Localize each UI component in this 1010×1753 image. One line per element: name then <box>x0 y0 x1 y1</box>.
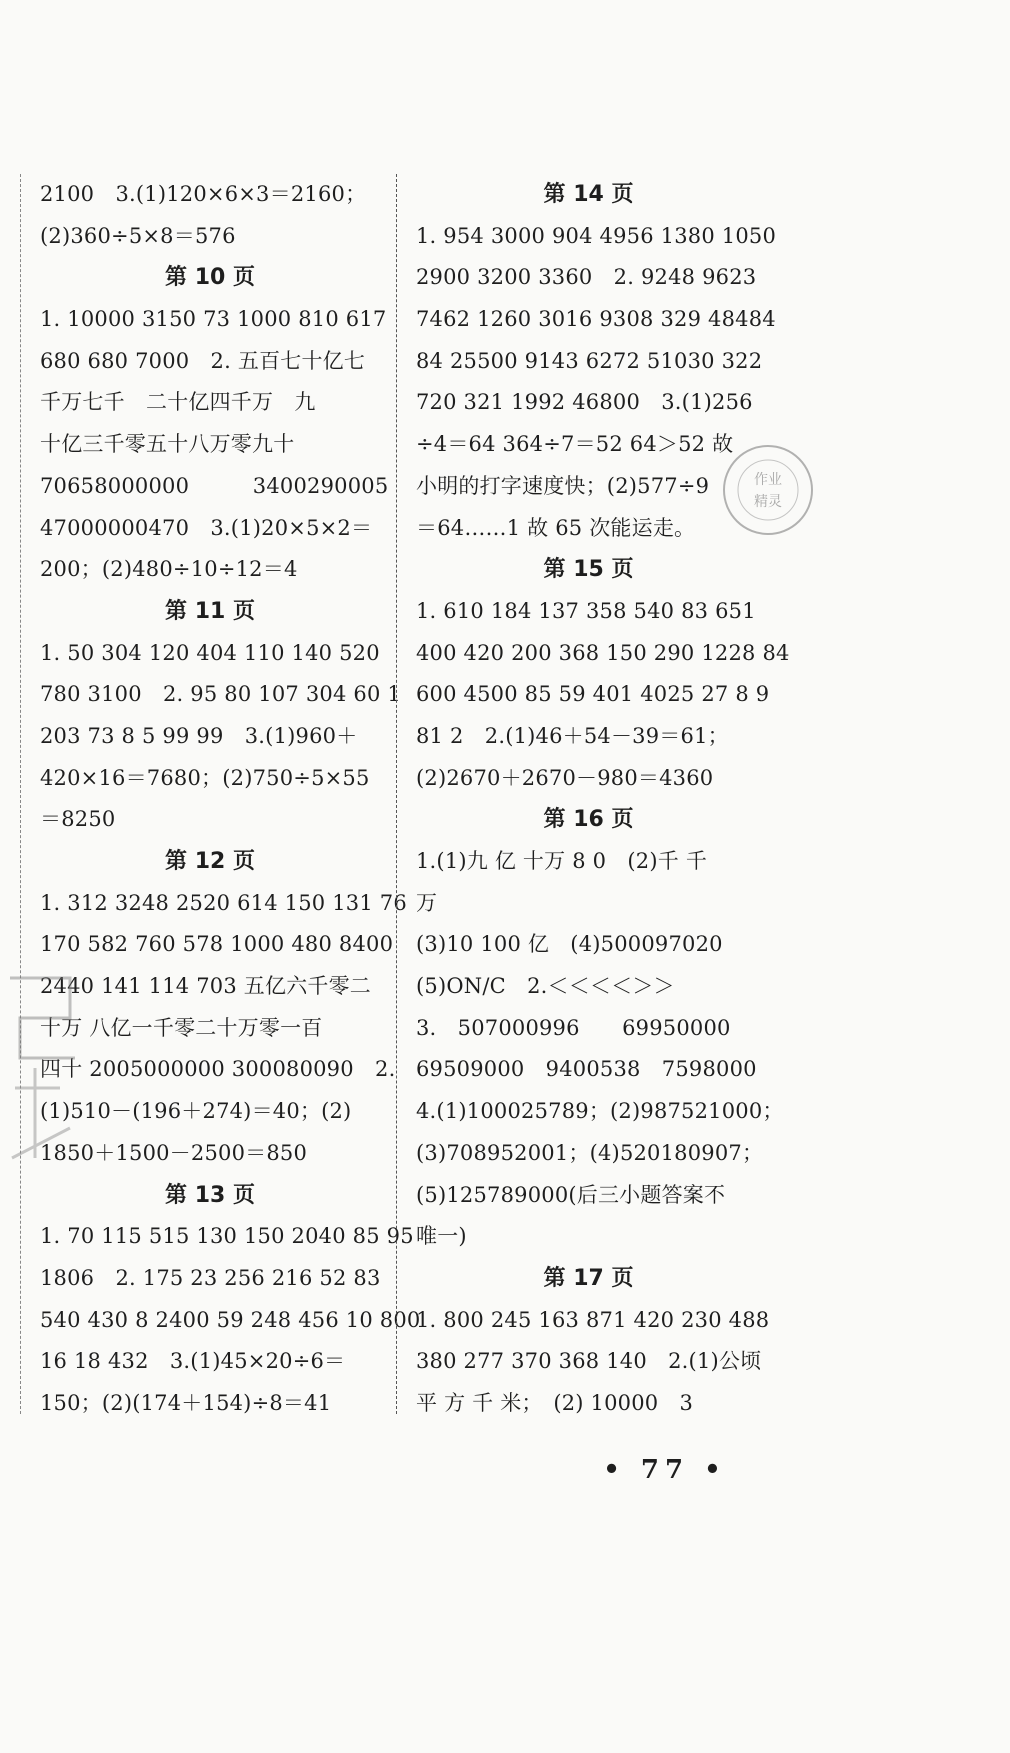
left-column <box>40 174 421 1425</box>
answer-line: 十万 八亿一千零二十万零一百 <box>40 1015 323 1040</box>
answer-line: (1)510－(196＋274)＝40；(2) <box>40 1099 352 1124</box>
answer-line: (5)125789000(后三小题答案不 <box>416 1182 726 1207</box>
answer-line: 1850＋1500－2500＝850 <box>40 1140 308 1165</box>
answer-line: 600 4500 85 59 401 4025 27 8 9 <box>416 682 770 707</box>
binding-edge-line <box>20 174 21 1414</box>
answer-line: 380 277 370 368 140 2.(1)公顷 <box>416 1349 762 1374</box>
answer-line: 680 680 7000 2. 五百七十亿七 <box>40 348 366 373</box>
answer-line: 四十 2005000000 300080090 2. <box>40 1057 396 1082</box>
answer-line: (2)2670＋2670－980＝4360 <box>416 765 714 790</box>
page-heading: 第 16 页 <box>543 807 634 833</box>
svg-text:作业: 作业 <box>754 472 782 488</box>
answer-line: 7462 1260 3016 9308 329 48484 <box>416 307 776 332</box>
answer-line: 1. 312 3248 2520 614 150 131 76 <box>40 890 407 915</box>
answer-line: 150；(2)(174＋154)÷8＝41 <box>40 1390 332 1415</box>
answer-line: 84 25500 9143 6272 51030 322 <box>416 348 763 373</box>
answer-line: 170 582 760 578 1000 480 8400 <box>40 932 394 957</box>
answer-line: 1. 800 245 163 871 420 230 488 <box>416 1307 770 1332</box>
answer-line: 1806 2. 175 23 256 216 52 83 <box>40 1265 381 1290</box>
answer-line: 万 <box>416 890 438 915</box>
answer-line: 200；(2)480÷10÷12＝4 <box>40 557 298 582</box>
answer-line: (3)10 100 亿 (4)500097020 <box>416 932 723 957</box>
handwriting-scribble-icon <box>0 958 90 1188</box>
answer-line: 16 18 432 3.(1)45×20÷6＝ <box>40 1349 346 1374</box>
answer-line: 1. 10000 3150 73 1000 810 617 <box>40 307 387 332</box>
answer-line: 小明的打字速度快；(2)577÷9 <box>416 473 710 498</box>
column-divider <box>396 174 397 1414</box>
answer-line: 47000000470 3.(1)20×5×2＝ <box>40 515 373 540</box>
answer-line: (2)360÷5×8＝576 <box>40 223 236 248</box>
page-heading: 第 12 页 <box>165 849 255 874</box>
answer-line: 420×16＝7680；(2)750÷5×55 <box>40 765 370 790</box>
answer-line: 203 73 8 5 99 99 3.(1)960＋ <box>40 723 358 748</box>
page-heading: 第 10 页 <box>165 265 255 291</box>
answer-line: 81 2 2.(1)46＋54－39＝61； <box>416 723 729 748</box>
svg-text:精灵: 精灵 <box>754 494 782 510</box>
answer-line: 1. 610 184 137 358 540 83 651 <box>416 598 756 623</box>
answer-line: (5)ON/C 2.＜＜＜＜＞＞ <box>416 974 675 999</box>
answer-line: 70658000000 3400290005 <box>40 473 389 498</box>
answer-line: 2100 3.(1)120×6×3＝2160； <box>40 182 367 206</box>
answer-line: ＝64……1 故 65 次能运走。 <box>416 515 696 540</box>
answer-line: 2900 3200 3360 2. 9248 9623 <box>416 265 757 290</box>
answer-line: 1.(1)九 亿 十万 8 0 (2)千 千 <box>416 849 708 873</box>
page-heading: 第 14 页 <box>543 182 634 207</box>
answer-line: 唯一) <box>416 1224 467 1249</box>
page-heading: 第 17 页 <box>543 1265 634 1291</box>
page-number: • 77 • <box>603 1455 727 1485</box>
answer-line: 1. 70 115 515 130 150 2040 85 95 <box>40 1224 414 1249</box>
answer-line: 4.(1)100025789；(2)987521000； <box>416 1099 784 1124</box>
answer-line: 千万七千 二十亿四千万 九 <box>40 390 316 415</box>
page-heading: 第 15 页 <box>543 557 634 583</box>
answer-line: 720 321 1992 46800 3.(1)256 <box>416 390 753 415</box>
answer-line: 69509000 9400538 7598000 <box>416 1057 757 1082</box>
watermark-stamp-icon <box>718 440 818 540</box>
answer-line: 3. 507000996 69950000 <box>416 1015 731 1040</box>
answer-line: 1. 954 3000 904 4956 1380 1050 <box>416 223 777 248</box>
answer-line: 540 430 8 2400 59 248 456 10 800 <box>40 1307 421 1332</box>
answer-line: (3)708952001；(4)520180907； <box>416 1140 764 1165</box>
answer-line: ＝8250 <box>40 807 116 832</box>
page-heading: 第 11 页 <box>165 598 255 624</box>
answer-line: 400 420 200 368 150 290 1228 84 <box>416 640 790 665</box>
answer-line: 1. 50 304 120 404 110 140 520 <box>40 640 380 665</box>
answer-line: 780 3100 2. 95 80 107 304 60 1 <box>40 682 401 707</box>
answer-line: 2440 141 114 703 五亿六千零二 <box>40 974 371 999</box>
answer-line: 十亿三千零五十八万零九十 <box>40 432 295 457</box>
answer-line: ÷4＝64 364÷7＝52 64＞52 故 <box>416 432 734 457</box>
answer-line: 平 方 千 米； (2) 10000 3 <box>416 1390 694 1415</box>
page-heading: 第 13 页 <box>165 1182 255 1208</box>
